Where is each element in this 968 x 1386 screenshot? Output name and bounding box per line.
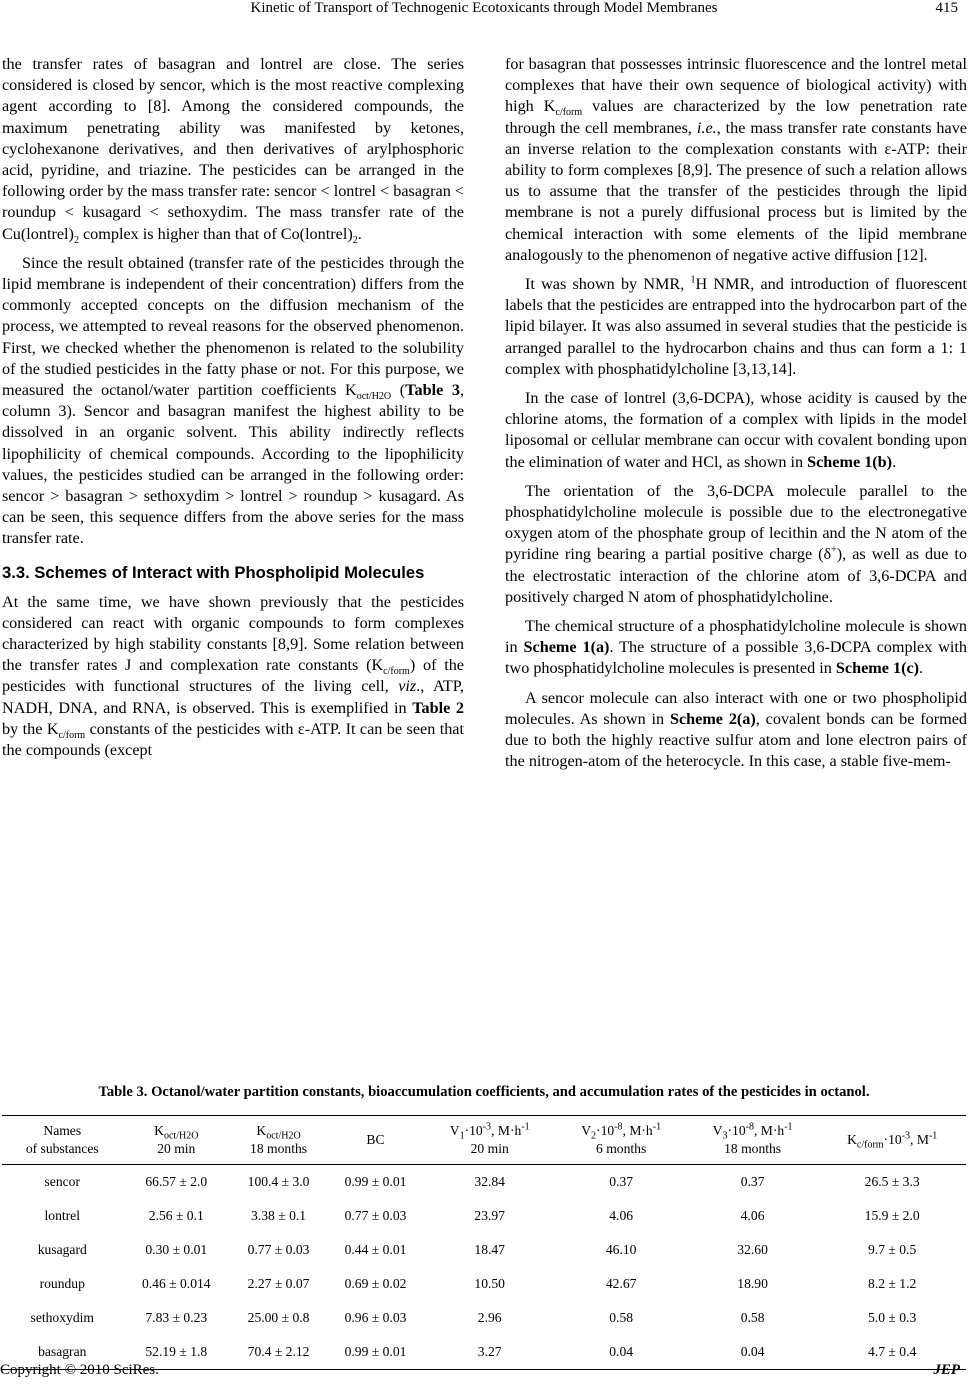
table-cell: 0.37 — [740, 1174, 765, 1189]
column-header: BC — [327, 1116, 424, 1165]
column-header: $V_1\cdot 10^{-3}$, $M\cdot h^{-1}$ 20 min — [424, 1116, 555, 1165]
table-cell: 52.19 ± 1.8 — [123, 1335, 231, 1370]
table-caption: Table 3. Octanol/water partition constants, bioaccumulation coefficients, and accumulation rates of the pesticides in octanol. — [98, 1084, 870, 1100]
page-number: 415 — [935, 0, 958, 16]
column-header: Names of substances — [2, 1116, 123, 1165]
paragraph: The chemical structure of a phosphatidylcholine molecule is shown in Scheme 1(a). The structure of a possible 3,6-DCPA complex with two phosphatidylcholine molecules is presented in Scheme 1(c). — [505, 617, 968, 678]
table-cell: 32.60 — [737, 1242, 768, 1257]
table-row — [2, 1233, 966, 1267]
table-cell: kusagard — [37, 1242, 87, 1257]
table-cell: 23.97 — [474, 1208, 505, 1223]
table-cell: 18.47 — [474, 1242, 505, 1257]
paragraph: for basagran that possesses intrinsic fluorescence and the lontrel metal complexes that have their own sequence of biological activity) with high $K_{c/form}$ values are characterized by the low penetration rate through the cell membranes, i.e., the mass transfer rate constants have an inverse relation to the complexation constants with ε-ATP: their ability to form complexes [8,9]. The presence of such a relation allows us to assume that the transfer of the pesticides through the lipid membrane is not a purely diffusional process but is limited by the chemical interaction with some elements of the lipid membrane analogously to the phenomenon of negative active diffusion [12]. — [505, 55, 968, 264]
table-cell: roundup — [39, 1276, 85, 1291]
table-cell: 0.58 — [609, 1310, 634, 1325]
right-column — [505, 54, 967, 773]
table-cell: 4.7 ± 0.4 — [818, 1335, 966, 1370]
table-cell: 0.44 ± 0.01 — [344, 1242, 407, 1257]
column-header: $V_3\cdot 10^{-8}$, $M\cdot h^{-1}$ 18 months — [687, 1116, 818, 1165]
table-cell: lontrel — [44, 1208, 80, 1223]
table-cell: 2.56 ± 0.1 — [148, 1208, 204, 1223]
table-cell: 0.77 ± 0.03 — [247, 1242, 310, 1257]
table-cell: 0.58 — [740, 1310, 765, 1325]
section-heading: 3.3. Schemes of Interact with Phospholipid Molecules — [2, 562, 425, 582]
column-header: $V_2\cdot 10^{-8}$, $M\cdot h^{-1}$ 6 months — [555, 1116, 686, 1165]
table-cell: 0.96 ± 0.03 — [344, 1310, 407, 1325]
table-cell: 0.99 ± 0.01 — [327, 1335, 424, 1370]
table-cell: 0.37 — [609, 1174, 634, 1189]
copyright: Copyright © 2010 SciRes. — [0, 1362, 159, 1378]
table-cell: 0.04 — [687, 1335, 818, 1370]
table-cell: 0.46 ± 0.014 — [141, 1276, 211, 1291]
paragraph: The orientation of the 3,6-DCPA molecule parallel to the phosphatidylcholine molecule is possible due to the electronegative oxygen atom of the phosphate group of lecithin and the N atom of the pyridine ring bearing a partial positive charge (δ+), as well as due to the electrostatic interaction of the chlorine atom of 3,6-DCPA and positively charged N atom of phosphatidylcholine. — [505, 481, 967, 606]
table-cell: 0.69 ± 0.02 — [344, 1276, 407, 1291]
table-cell: 0.99 ± 0.01 — [344, 1174, 407, 1189]
table-cell: 26.5 ± 3.3 — [864, 1174, 920, 1189]
paragraph: Since the result obtained (transfer rate of the pesticides through the lipid membrane is independent of their concentration) differs from the commonly accepted concepts on the diffusion mechanism of the process, we attempted to reveal reasons for the observed phenomenon. First, we checked whether the phenomenon is related to the solubility of the studied pesticides in the fatty phase or not. For this purpose, we measured the octanol/water partition coefficients $K_{oct/H2O}$ (Table 3, column 3). Sencor and basagran manifest the highest ability to be dissolved in an organic solvent. This ability indirectly reflects lipophilicity of chemical compounds. According to the lipophilicity values, the pesticides studied can be arranged in the following order: sencor > basagran > sethoxydim > lontrel > roundup > kusagard. As can be seen, this sequence differs from the above series for the mass transfer rate. — [2, 253, 465, 548]
journal-abbrev: JEP — [933, 1362, 960, 1378]
table-cell: 0.04 — [555, 1335, 686, 1370]
table-cell: sethoxydim — [30, 1310, 94, 1325]
table-cell: 25.00 ± 0.8 — [247, 1310, 310, 1325]
page-header — [0, 0, 968, 24]
table-cell: 46.10 — [605, 1242, 637, 1257]
table-cell: sencor — [44, 1174, 80, 1189]
table-cell: 7.83 ± 0.23 — [145, 1310, 208, 1325]
paragraph: the transfer rates of basagran and lontrel are close. The series considered is closed by sencor, which is the most reactive complexing agent according to [8]. Among the considered compounds, the maximum penetrating ability was manifested by ketones, cyclohexanone derivatives, and then derivatives of arylphosphoric acid, pyridine, and triazine. The pesticides can be arranged in the following order by the mass transfer rate: sencor < lontrel < basagran < roundup < kusagard < sethoxydim. The mass transfer rate of the $Cu(lontrel)_2$ complex is higher than that of $Co(lontrel)_2$. — [2, 55, 464, 246]
table-cell: 32.84 — [474, 1174, 505, 1189]
table-row — [2, 1301, 966, 1335]
table-row — [2, 1199, 966, 1233]
data-table — [2, 1115, 966, 1370]
table-row — [2, 1165, 966, 1200]
table-cell: 0.30 ± 0.01 — [145, 1242, 208, 1257]
paragraph: It was shown by NMR, $^1$H NMR, and introduction of fluorescent labels that the pesticides are entrapped into the hydrocarbon part of the lipid bilayer. It was also assumed in several studies that the pesticide is arranged parallel to the hydrocarbon chains and thus can form a 1: 1 complex with phosphatidylcholine [3,13,14]. — [505, 274, 967, 378]
table-cell: 42.67 — [605, 1276, 637, 1291]
table-cell: 9.7 ± 0.5 — [868, 1242, 917, 1257]
table-cell: 2.96 — [477, 1310, 502, 1325]
running-title: Kinetic of Transport of Technogenic Ecotoxicants through Model Membranes — [250, 0, 718, 16]
table-cell: 0.77 ± 0.03 — [344, 1208, 407, 1223]
table-cell: 8.2 ± 1.2 — [868, 1276, 917, 1291]
table-cell: 100.4 ± 3.0 — [247, 1174, 310, 1189]
left-column — [2, 54, 464, 761]
column-header: $K_{oct/H2O}$ 20 min — [123, 1116, 231, 1165]
table-cell: 15.9 ± 2.0 — [864, 1208, 920, 1223]
table-cell: 4.06 — [740, 1208, 765, 1223]
table-cell: 3.27 — [424, 1335, 555, 1370]
table-row — [2, 1267, 966, 1301]
paragraph: A sencor molecule can also interact with one or two phospholipid molecules. As shown in Scheme 2(a), covalent bonds can be formed due to both the highly reactive sulfur atom and lone electron pairs of the nitrogen-atom of the heterocycle. In this case, a stable five-mem- — [505, 688, 967, 771]
table-cell: 4.06 — [609, 1208, 634, 1223]
table-cell: 66.57 ± 2.0 — [145, 1174, 208, 1189]
paragraph: In the case of lontrel (3,6-DCPA), whose acidity is caused by the chlorine atoms, the formation of a complex with lipids in the model liposomal or cellular membrane can occur with covalent bonding upon the elimination of water and HCl, as shown in Scheme 1(b). — [505, 389, 967, 471]
table-cell: 10.50 — [474, 1276, 505, 1291]
table-cell: 3.38 ± 0.1 — [251, 1208, 307, 1223]
column-header: $K_{c/form}\cdot 10^{-3}$, $M^{-1}$ — [818, 1116, 966, 1165]
table-cell: basagran — [2, 1335, 123, 1370]
table-cell: 5.0 ± 0.3 — [868, 1310, 917, 1325]
table-3 — [2, 1084, 966, 1370]
table-header-row — [2, 1116, 966, 1165]
column-header: $K_{oct/H2O}$ 18 months — [230, 1116, 327, 1165]
paragraph: At the same time, we have shown previously that the pesticides considered can react with organic compounds to form complexes characterized by high stability constants [8,9]. Some relation between the transfer rates J and complexation rate constants $(K_{c/form})$ of the pesticides with functional structures of the living cell, viz., ATP, NADH, DNA, and RNA, is observed. This is exemplified in Table 2 by the $K_{c/form}$ constants of the pesticides with ε-ATP. It can be seen that the compounds (except — [2, 592, 465, 760]
table-cell: 18.90 — [737, 1276, 768, 1291]
table-cell: 2.27 ± 0.07 — [247, 1276, 310, 1291]
table-cell: 70.4 ± 2.12 — [230, 1335, 327, 1370]
